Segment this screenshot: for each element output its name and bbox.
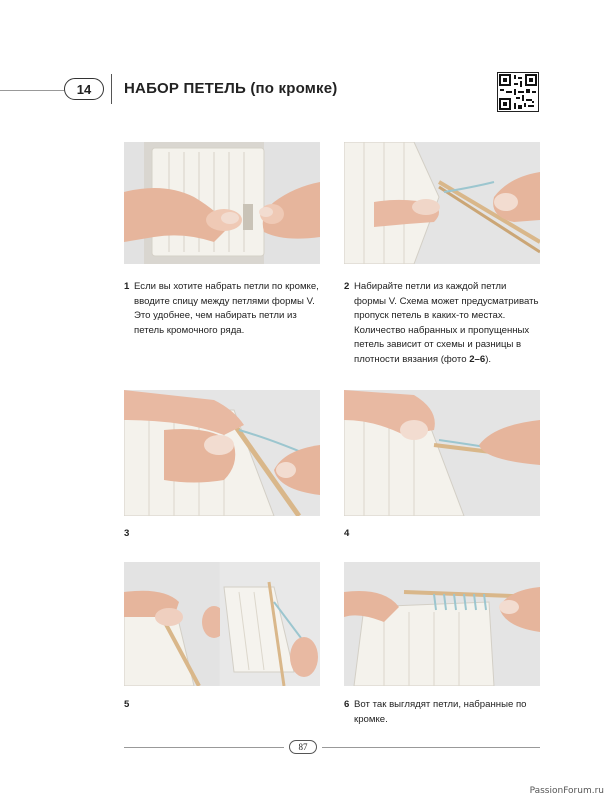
photo-step-5 xyxy=(124,562,320,686)
footer-rule-right xyxy=(322,747,540,748)
photo-step-4 xyxy=(344,390,540,516)
step-number: 4 xyxy=(344,528,350,539)
header-rule xyxy=(0,90,64,91)
watermark: PassionForum.ru xyxy=(529,786,604,796)
caption-step-1 xyxy=(124,280,324,360)
photo-step-2 xyxy=(344,142,540,264)
step-number: 3 xyxy=(124,528,130,539)
footer-rule-left xyxy=(124,747,284,748)
caption-step-2 xyxy=(344,280,544,375)
step-number: 2 xyxy=(344,281,350,292)
photo-step-3 xyxy=(124,390,320,516)
page-title: НАБОР ПЕТЕЛЬ (по кромке) xyxy=(124,80,338,97)
step-text: Если вы хотите набрать петли по кромке, вводите спицу между петлями формы V. Это удобнее, чем набирать петли из петель кромочного ряда. xyxy=(134,281,319,336)
qr-code-icon xyxy=(497,72,539,112)
caption-step-6 xyxy=(344,698,544,730)
footer-page-number: 87 xyxy=(289,740,317,754)
step-number: 6 xyxy=(344,699,350,710)
header-divider xyxy=(111,74,112,104)
step-number: 5 xyxy=(124,699,130,710)
section-number-badge: 14 xyxy=(64,78,104,100)
photo-step-1 xyxy=(124,142,320,264)
caption-step-3 xyxy=(124,527,154,543)
step-number: 1 xyxy=(124,281,130,292)
step-text: Вот так выглядят петли, набранные по кромке. xyxy=(354,699,527,725)
caption-step-5 xyxy=(124,698,154,714)
step-text: Набирайте петли из каждой петли формы V. Схема может предусматривать пропуск петель в каких-то местах. Количество набранных и пропущенных петель зависит от схемы и разницы в плотности вязания (фото 2–6). xyxy=(354,281,539,365)
caption-step-4 xyxy=(344,527,374,543)
photo-range: 2–6 xyxy=(469,353,486,365)
photo-step-6 xyxy=(344,562,540,686)
